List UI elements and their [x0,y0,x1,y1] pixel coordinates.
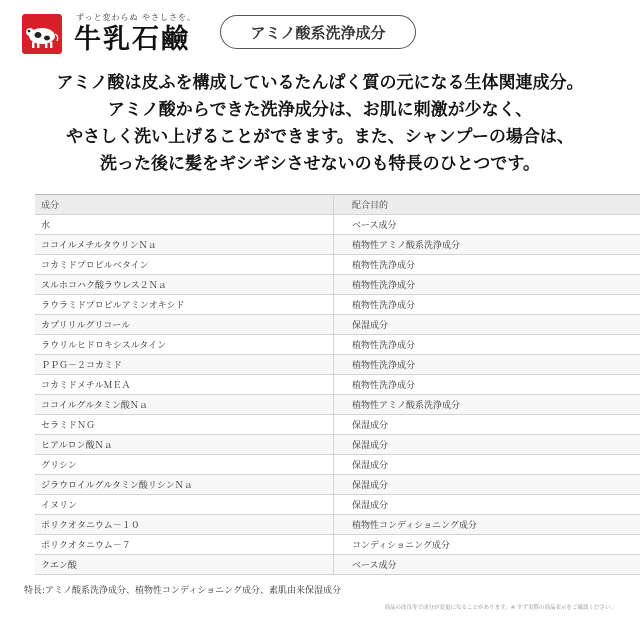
ingredient-cell: スルホコハク酸ラウレス２Ｎａ [35,275,334,295]
ingredient-table [35,194,607,575]
disclaimer-note: 商品の改良等で成分が変更になることがあります。※ すず実際の商品表示をご確認ください。 [384,605,616,611]
ingredient-cell: イヌリン [35,495,334,515]
purpose-cell: 植物性洗浄成分 [334,375,640,395]
purpose-cell: 保湿成分 [334,415,640,435]
table-row [35,395,640,415]
ingredient-cell: ポリクオタニウム－１０ [35,515,334,535]
table-row [35,315,640,335]
purpose-cell: 保湿成分 [334,435,640,455]
table-row [35,495,640,515]
ingredient-cell: カプリリルグリコール [35,315,334,335]
ingredient-cell: ジラウロイルグルタミン酸リシンＮａ [35,475,334,495]
table-row [35,535,640,555]
amino-acid-badge: アミノ酸系洗浄成分 [220,15,416,49]
purpose-cell: 植物性洗浄成分 [334,255,640,275]
ingredient-cell: 水 [35,215,334,235]
ingredient-cell: クエン酸 [35,555,334,575]
header-ingredient: 成分 [35,195,334,215]
purpose-cell: 植物性洗浄成分 [334,355,640,375]
purpose-cell: 保湿成分 [334,315,640,335]
ingredient-cell: ＰＰＧ－２コカミド [35,355,334,375]
table-row [35,275,640,295]
intro-text [0,70,640,178]
ingredient-cell: セラミドＮＧ [35,415,334,435]
purpose-cell: 保湿成分 [334,475,640,495]
table-row [35,295,640,315]
ingredient-cell: ココイルグルタミン酸Ｎａ [35,395,334,415]
brand-name: 牛乳石鹼 [74,24,190,55]
table-row [35,515,640,535]
ingredient-cell: グリシン [35,455,334,475]
purpose-cell: 植物性洗浄成分 [334,275,640,295]
table-row [35,215,640,235]
intro-line: アミノ酸は皮ふを構成しているたんぱく質の元になる生体関連成分。 [56,73,584,93]
table-row [35,475,640,495]
header-purpose: 配合目的 [334,195,640,215]
features-note: 特長:アミノ酸系洗浄成分、植物性コンディショニング成分、素肌由来保湿成分 [24,586,341,596]
ingredient-cell: ヒアルロン酸Ｎａ [35,435,334,455]
table-row [35,435,640,455]
purpose-cell: 植物性洗浄成分 [334,335,640,355]
purpose-cell: 保湿成分 [334,455,640,475]
brand-logo [22,14,62,54]
table-row [35,355,640,375]
table-row [35,235,640,255]
table-row [35,335,640,355]
brand-tagline: ずっと変わらぬ やさしさを。 [76,13,197,22]
cow-icon [22,14,62,54]
ingredient-cell: ココイルメチルタウリンＮａ [35,235,334,255]
table-row [35,255,640,275]
ingredient-cell: コカミドプロピルベタイン [35,255,334,275]
purpose-cell: 保湿成分 [334,495,640,515]
purpose-cell: 植物性コンディショニング成分 [334,515,640,535]
intro-line: やさしく洗い上げることができます。また、シャンプーの場合は、 [66,127,574,147]
table-row [35,415,640,435]
intro-line: アミノ酸からできた洗浄成分は、お肌に刺激が少なく、 [107,100,533,120]
purpose-cell: 植物性アミノ酸系洗浄成分 [334,235,640,255]
intro-line: 洗った後に髪をギシギシさせないのも特長のひとつです。 [100,154,540,174]
ingredient-cell: コカミドメチルＭＥＡ [35,375,334,395]
table-header-row [35,195,640,215]
purpose-cell: コンディショニング成分 [334,535,640,555]
purpose-cell: ベース成分 [334,215,640,235]
table-row [35,555,640,575]
purpose-cell: ベース成分 [334,555,640,575]
purpose-cell: 植物性洗浄成分 [334,295,640,315]
ingredient-cell: ラウリルヒドロキシスルタイン [35,335,334,355]
table-row [35,455,640,475]
ingredient-cell: ラウラミドプロピルアミンオキシド [35,295,334,315]
purpose-cell: 植物性アミノ酸系洗浄成分 [334,395,640,415]
header [16,10,624,60]
ingredient-cell: ポリクオタニウム－７ [35,535,334,555]
table-row [35,375,640,395]
